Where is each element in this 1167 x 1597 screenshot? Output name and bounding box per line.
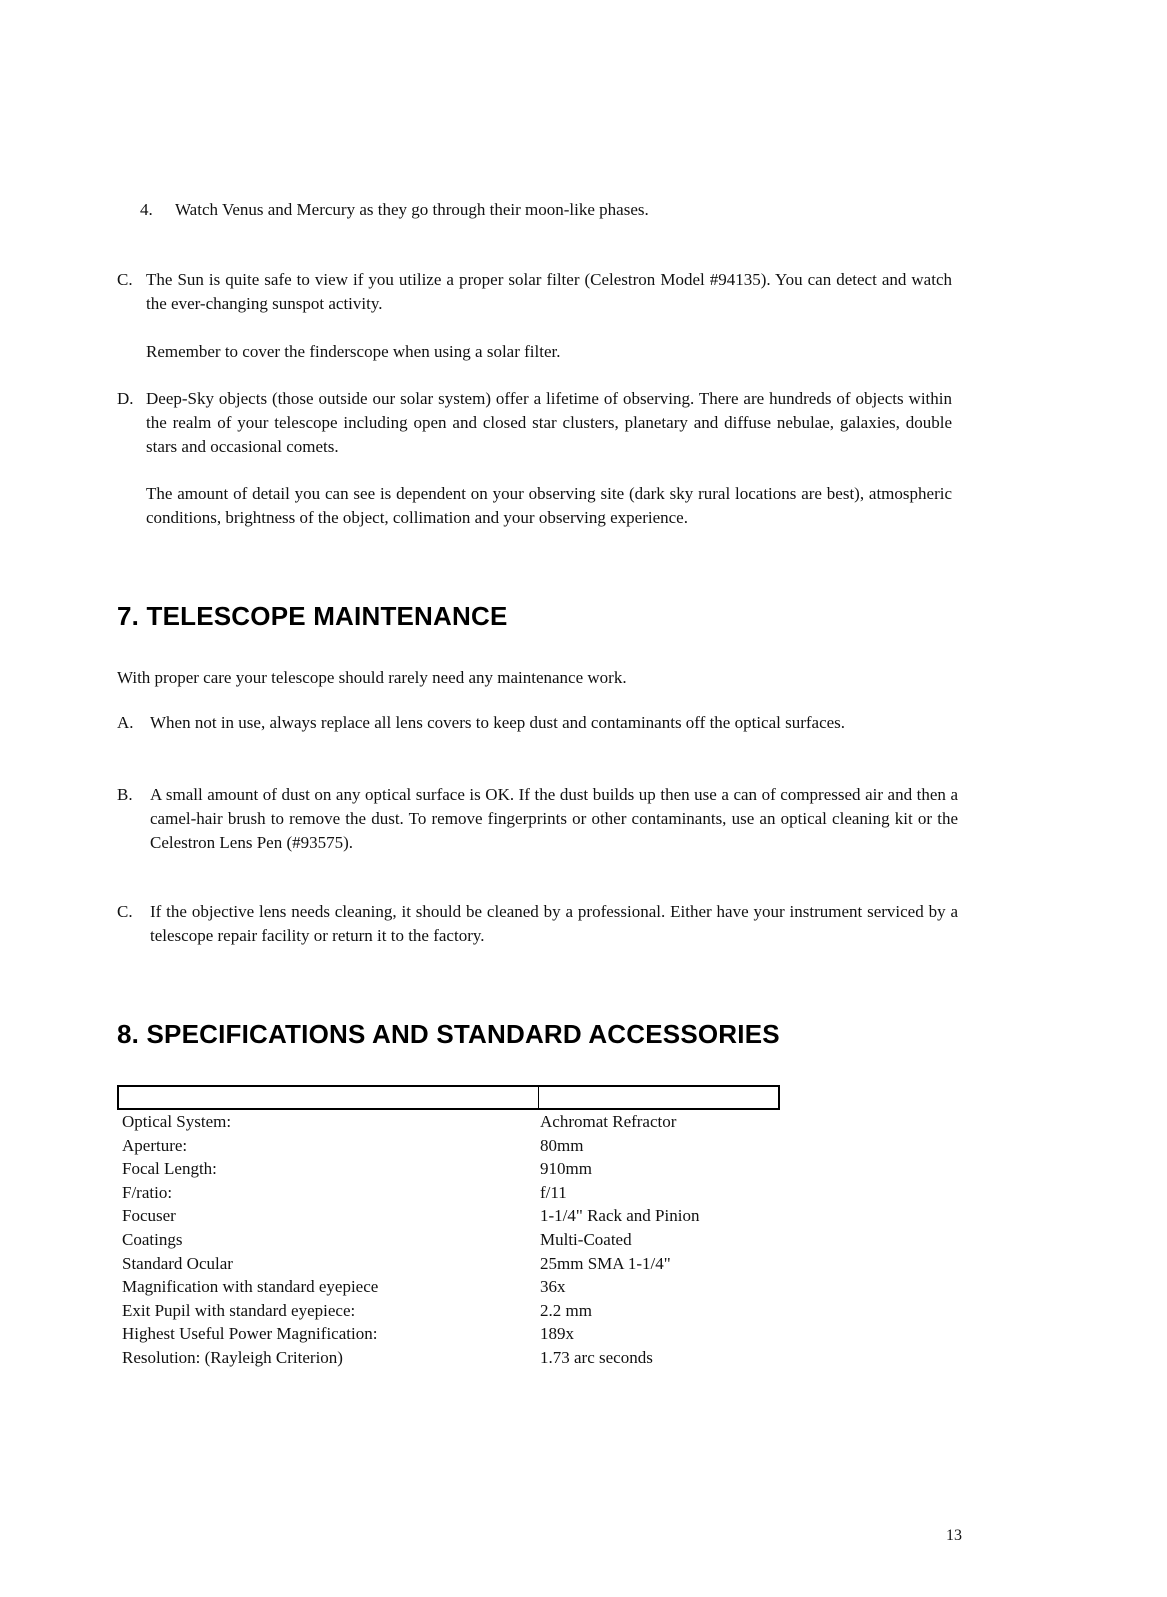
paragraph-deep-sky: Deep-Sky objects (those outside our solar system) offer a lifetime of observing. There are hundreds of objects within the realm of your telescope including open and closed star clusters, planetary and diffuse nebulae, galaxies, double stars and occasional comets. — [146, 389, 952, 456]
table-row — [122, 1157, 772, 1181]
spec-label: Coatings — [122, 1229, 183, 1249]
paragraph-objective-lens: If the objective lens needs cleaning, it should be cleaned by a professional. Either have your instrument serviced by a telescope repair facility or return it to the factory. — [150, 902, 958, 945]
item-label-b: B. — [117, 785, 133, 804]
spec-label: Optical System: — [122, 1112, 232, 1131]
section-heading-specifications: 8. SPECIFICATIONS AND STANDARD ACCESSORIES — [117, 1019, 780, 1049]
table-row — [122, 1275, 772, 1299]
table-row — [122, 1110, 772, 1134]
paragraph-solar-filter-note: Remember to cover the finderscope when using a solar filter. — [146, 342, 561, 361]
table-row — [122, 1228, 772, 1252]
spec-value: Achromat Refractor — [540, 1112, 677, 1131]
spec-value: 2.2 mm — [540, 1300, 592, 1320]
item-label-a: A. — [117, 713, 134, 732]
table-header-box — [117, 1085, 780, 1110]
spec-value: 1-1/4" Rack and Pinion — [540, 1206, 700, 1226]
item-label-d: D. — [117, 389, 134, 408]
table-row — [122, 1181, 772, 1205]
spec-label: Standard Ocular — [122, 1253, 233, 1273]
spec-value: 25mm SMA 1-1/4" — [540, 1253, 671, 1273]
paragraph-sun: The Sun is quite safe to view if you utilize a proper solar filter (Celestron Model #94135). You can detect and watch the ever-changing sunspot activity. — [146, 270, 952, 313]
spec-label: Highest Useful Power Magnification: — [122, 1324, 378, 1344]
paragraph-dust: A small amount of dust on any optical surface is OK. If the dust builds up then use a can of compressed air and then a camel-hair brush to remove the dust. To remove fingerprints or other contaminants, use an optical cleaning kit or the Celestron Lens Pen (#93575). — [150, 785, 958, 852]
item-label-c2: C. — [117, 902, 133, 921]
spec-label: F/ratio: — [122, 1182, 173, 1202]
table-row — [122, 1204, 772, 1228]
spec-label: Focuser — [122, 1206, 176, 1226]
spec-label: Resolution: (Rayleigh Criterion) — [122, 1347, 343, 1367]
spec-label: Exit Pupil with standard eyepiece: — [122, 1300, 356, 1320]
paragraph-maintenance-intro: With proper care your telescope should rarely need any maintenance work. — [117, 668, 627, 687]
spec-label: Focal Length: — [122, 1159, 217, 1179]
paragraph-lens-covers: When not in use, always replace all lens covers to keep dust and contaminants off the optical surfaces. — [150, 713, 846, 732]
specs-table — [122, 1110, 772, 1370]
spec-value: Multi-Coated — [540, 1229, 632, 1249]
spec-value: 36x — [540, 1277, 566, 1297]
table-row — [122, 1252, 772, 1276]
spec-value: 1.73 arc seconds — [540, 1347, 653, 1367]
section-heading-maintenance: 7. TELESCOPE MAINTENANCE — [117, 601, 508, 631]
spec-value: 80mm — [540, 1135, 584, 1155]
spec-value: f/11 — [540, 1182, 567, 1202]
table-row — [122, 1299, 772, 1323]
table-row — [122, 1346, 772, 1370]
paragraph-detail: The amount of detail you can see is dependent on your observing site (dark sky rural locations are best), atmospheric conditions, brightness of the object, collimation and your observing experience. — [146, 484, 952, 527]
spec-label: Aperture: — [122, 1135, 188, 1155]
page-number: 13 — [946, 1527, 962, 1544]
table-row — [122, 1322, 772, 1346]
spec-value: 189x — [540, 1324, 574, 1344]
spec-label: Magnification with standard eyepiece — [122, 1277, 379, 1297]
table-row — [122, 1134, 772, 1158]
list-item-venus-mercury: Watch Venus and Mercury as they go through their moon-like phases. — [175, 200, 649, 219]
table-header-divider — [538, 1085, 539, 1108]
list-number: 4. — [140, 200, 153, 219]
item-label-c: C. — [117, 270, 133, 289]
spec-value: 910mm — [540, 1159, 592, 1179]
